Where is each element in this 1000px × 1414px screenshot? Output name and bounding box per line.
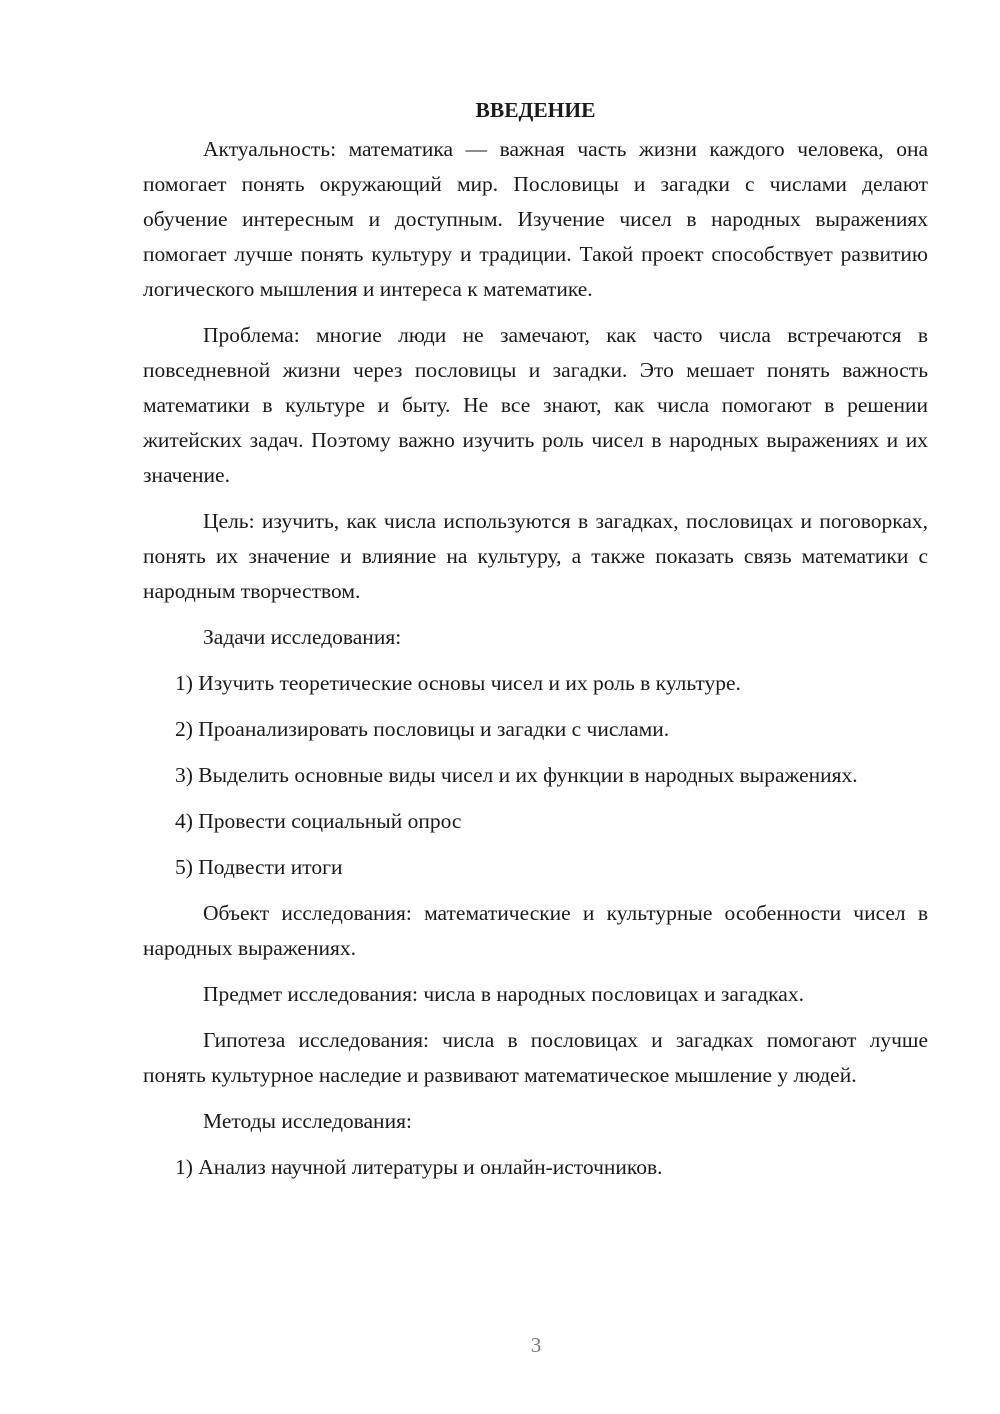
problem-paragraph: Проблема: многие люди не замечают, как часто числа встречаются в повседневной жизни через пословицы и загадки. Это мешает понять важность математики в культуре и быту. Не все знают, как числа помогают в решении житейских задач. Поэтому важно изучить роль чисел в народных выражениях и их значение. xyxy=(143,323,928,487)
page-number: 3 xyxy=(530,1333,542,1357)
task-item-5: 5) Подвести итоги xyxy=(175,855,343,879)
subject-paragraph: Предмет исследования: числа в народных пословицах и загадках. xyxy=(203,982,804,1006)
method-item-1: 1) Анализ научной литературы и онлайн-источников. xyxy=(175,1155,663,1179)
task-item-3: 3) Выделить основные виды чисел и их функции в народных выражениях. xyxy=(175,763,858,787)
relevance-paragraph: Актуальность: математика — важная часть жизни каждого человека, она помогает понять окружающий мир. Пословицы и загадки с числами делают обучение интересным и доступным. Изучение чисел в народных выражениях помогает лучше понять культуру и традиции. Такой проект способствует развитию логического мышления и интереса к математике. xyxy=(143,137,928,301)
section-heading: ВВЕДЕНИЕ xyxy=(475,98,596,122)
task-item-1: 1) Изучить теоретические основы чисел и их роль в культуре. xyxy=(175,671,741,695)
tasks-heading: Задачи исследования: xyxy=(203,625,402,649)
object-paragraph: Объект исследования: математические и культурные особенности чисел в народных выражениях. xyxy=(143,901,928,960)
goal-paragraph: Цель: изучить, как числа используются в загадках, пословицах и поговорках, понять их значение и влияние на культуру, а также показать связь математики с народным творчеством. xyxy=(143,509,928,603)
hypothesis-paragraph: Гипотеза исследования: числа в пословицах и загадках помогают лучше понять культурное наследие и развивают математическое мышление у людей. xyxy=(143,1028,928,1087)
task-item-2: 2) Проанализировать пословицы и загадки с числами. xyxy=(175,717,670,741)
document-page xyxy=(143,95,928,1196)
methods-heading: Методы исследования: xyxy=(203,1109,412,1133)
task-item-4: 4) Провести социальный опрос xyxy=(175,809,462,833)
